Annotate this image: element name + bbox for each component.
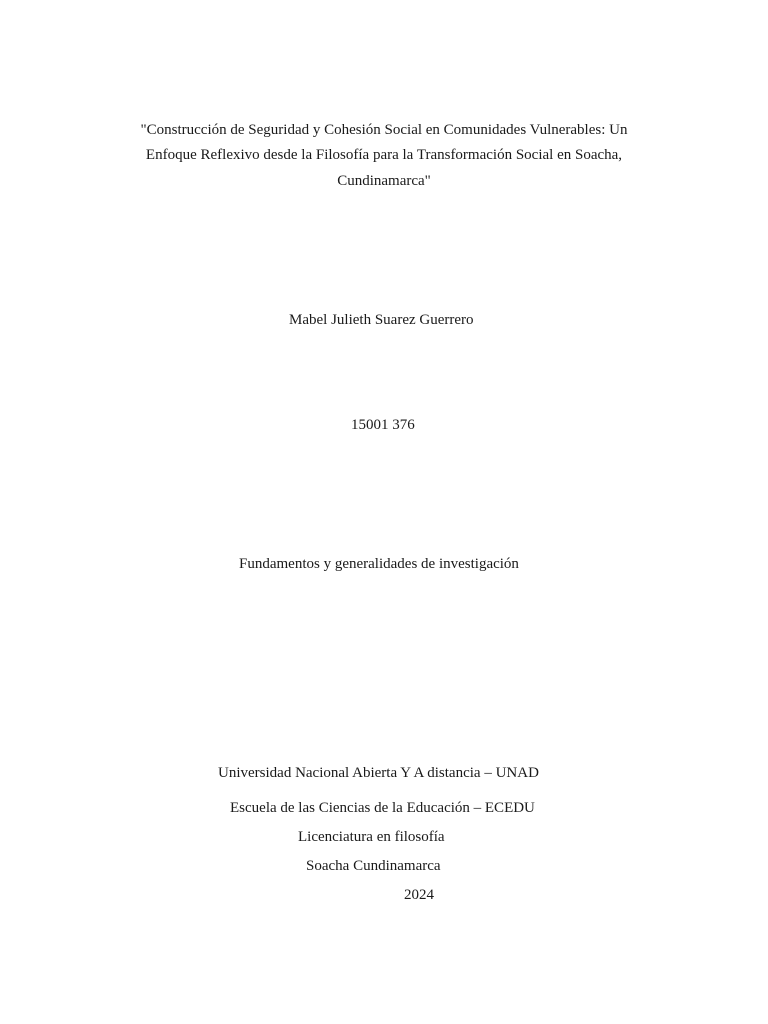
program-name: Licenciatura en filosofía [298,829,445,845]
year: 2024 [404,887,434,903]
student-id: 15001 376 [351,417,415,433]
location: Soacha Cundinamarca [306,858,441,874]
author-name: Mabel Julieth Suarez Guerrero [289,312,474,328]
title-line-3: Cundinamarca" [337,173,431,189]
school-name: Escuela de las Ciencias de la Educación – ECEDU [230,800,535,816]
university-name: Universidad Nacional Abierta Y A distancia – UNAD [218,765,539,781]
course-name: Fundamentos y generalidades de investigación [239,556,519,572]
title-line-1: "Construcción de Seguridad y Cohesión Social en Comunidades Vulnerables: Un [140,122,628,138]
title-line-2: Enfoque Reflexivo desde la Filosofía para la Transformación Social en Soacha, [145,147,623,163]
